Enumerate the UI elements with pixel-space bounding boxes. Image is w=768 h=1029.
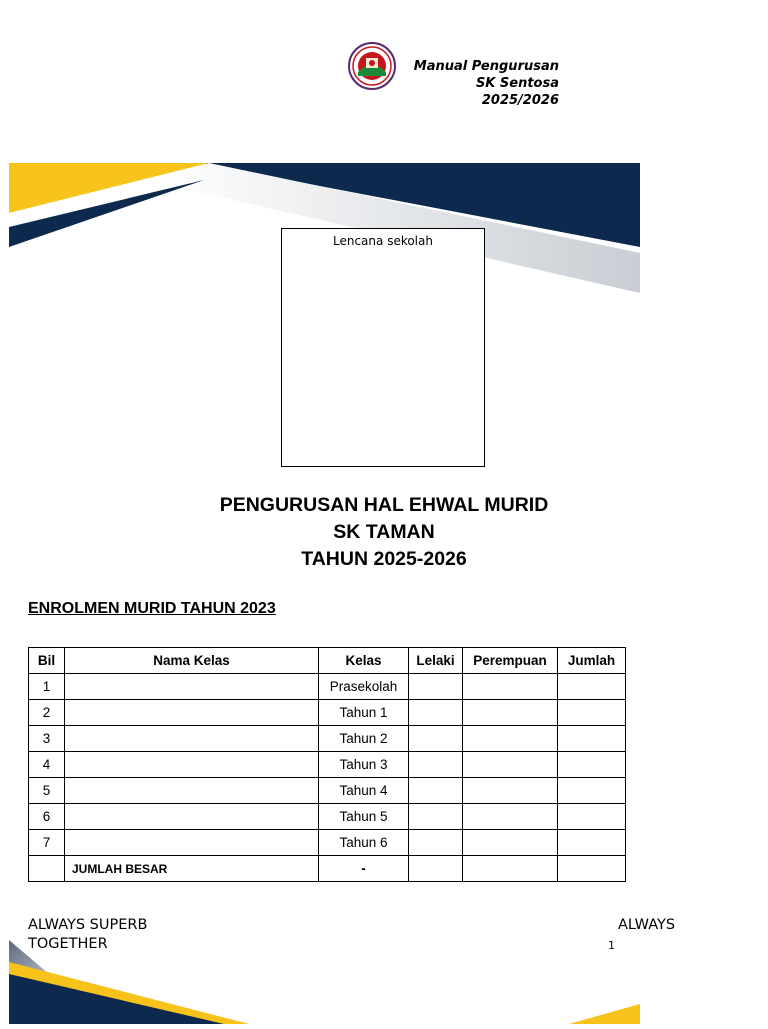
- cell-lelaki: [409, 700, 463, 726]
- section-heading: ENROLMEN MURID TAHUN 2023: [28, 600, 276, 617]
- cell-lelaki: [409, 674, 463, 700]
- title-line-1: PENGURUSAN HAL EHWAL MURID: [219, 494, 549, 516]
- cell-kelas: Prasekolah: [319, 674, 409, 700]
- cell-jumlah: [558, 804, 626, 830]
- cell-jumlah: [558, 674, 626, 700]
- column-header: Bil: [29, 648, 65, 674]
- total-label: JUMLAH BESAR: [65, 856, 319, 882]
- cell-perempuan: [463, 674, 558, 700]
- table-row: [29, 674, 626, 700]
- cell-nama: [65, 700, 319, 726]
- cell-kelas: Tahun 3: [319, 752, 409, 778]
- total-perempuan-cell: [463, 856, 558, 882]
- table-row: [29, 700, 626, 726]
- table-body: [29, 674, 626, 856]
- cell-jumlah: [558, 700, 626, 726]
- badge-label: Lencana sekolah: [333, 234, 433, 248]
- cell-nama: [65, 752, 319, 778]
- cell-bil: 5: [29, 778, 65, 804]
- cell-bil: 6: [29, 804, 65, 830]
- column-header: Jumlah: [558, 648, 626, 674]
- cell-jumlah: [558, 830, 626, 856]
- footer-motto-right: ALWAYS: [618, 917, 676, 933]
- cell-nama: [65, 778, 319, 804]
- footer-motto-line-1: ALWAYS SUPERB: [28, 917, 148, 933]
- cell-nama: [65, 830, 319, 856]
- cell-perempuan: [463, 752, 558, 778]
- title-line-3: TAHUN 2025-2026: [301, 548, 467, 570]
- total-lelaki-cell: [409, 856, 463, 882]
- school-logo: [348, 42, 396, 90]
- table-row: [29, 752, 626, 778]
- table-header-row: [29, 648, 626, 674]
- column-header: Nama Kelas: [65, 648, 319, 674]
- cell-kelas: Tahun 5: [319, 804, 409, 830]
- cell-kelas: Tahun 6: [319, 830, 409, 856]
- cell-perempuan: [463, 778, 558, 804]
- cell-jumlah: [558, 726, 626, 752]
- title-line-2: SK TAMAN: [333, 521, 435, 543]
- enrolment-table: [28, 647, 626, 882]
- total-kelas-cell: -: [319, 856, 409, 882]
- cell-lelaki: [409, 752, 463, 778]
- column-header: Perempuan: [463, 648, 558, 674]
- cell-lelaki: [409, 726, 463, 752]
- cell-kelas: Tahun 1: [319, 700, 409, 726]
- table-row: [29, 726, 626, 752]
- table-row: [29, 804, 626, 830]
- cell-nama: [65, 674, 319, 700]
- column-header: Kelas: [319, 648, 409, 674]
- cell-bil: 7: [29, 830, 65, 856]
- table-row: [29, 830, 626, 856]
- total-row: [29, 856, 626, 882]
- document-title: [170, 492, 598, 573]
- document-header: [396, 58, 559, 109]
- cell-perempuan: [463, 700, 558, 726]
- bottom-decorative-banner: [9, 940, 640, 1024]
- cell-bil: 3: [29, 726, 65, 752]
- cell-perempuan: [463, 804, 558, 830]
- cell-jumlah: [558, 752, 626, 778]
- cell-jumlah: [558, 778, 626, 804]
- column-header: Lelaki: [409, 648, 463, 674]
- cell-nama: [65, 804, 319, 830]
- cell-bil: 1: [29, 674, 65, 700]
- header-session: 2025/2026: [481, 93, 559, 108]
- total-bil-cell: [29, 856, 65, 882]
- cell-perempuan: [463, 726, 558, 752]
- table-row: [29, 778, 626, 804]
- cell-nama: [65, 726, 319, 752]
- footer-motto-line-2: TOGETHER: [28, 936, 108, 952]
- total-jumlah-cell: [558, 856, 626, 882]
- header-school-name: SK Sentosa: [475, 76, 559, 91]
- cell-lelaki: [409, 804, 463, 830]
- cell-lelaki: [409, 778, 463, 804]
- school-badge-placeholder: [281, 228, 485, 467]
- cell-bil: 4: [29, 752, 65, 778]
- cell-bil: 2: [29, 700, 65, 726]
- cell-kelas: Tahun 4: [319, 778, 409, 804]
- cell-lelaki: [409, 830, 463, 856]
- page-number: 1: [608, 939, 615, 952]
- cell-perempuan: [463, 830, 558, 856]
- cell-kelas: Tahun 2: [319, 726, 409, 752]
- header-manual-title: Manual Pengurusan: [413, 59, 559, 74]
